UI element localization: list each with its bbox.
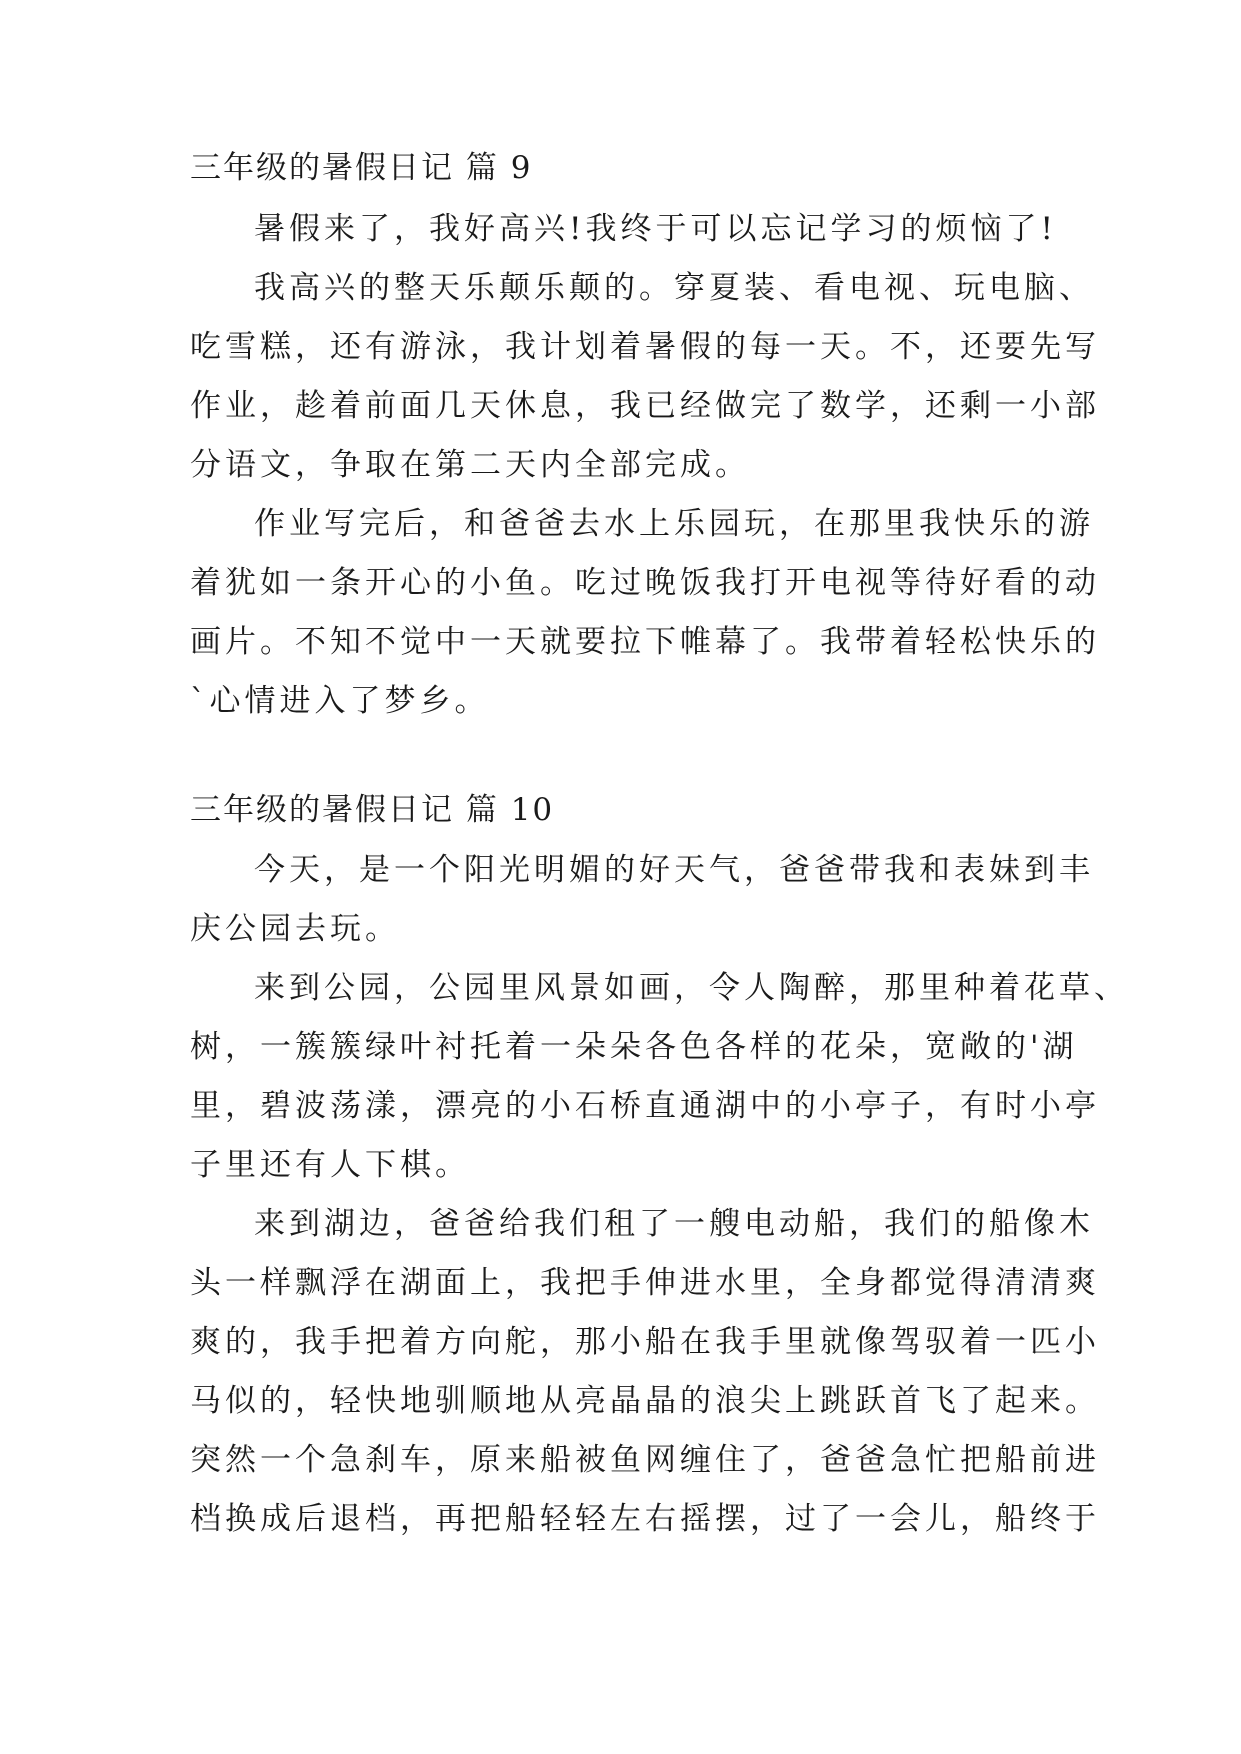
paragraph-line: 暑假来了，我好高兴!我终于可以忘记学习的烦恼了! [254, 211, 1057, 247]
paragraph-line: 里，碧波荡漾，漂亮的小石桥直通湖中的小亭子，有时小亭 [190, 1088, 1100, 1124]
section-10-heading: 三年级的暑假日记 篇 10 [190, 792, 555, 828]
paragraph-line: 树，一簇簇绿叶衬托着一朵朵各色各样的花朵，宽敞的'湖 [190, 1029, 1078, 1065]
paragraph-line: 马似的，轻快地驯顺地从亮晶晶的浪尖上跳跃首飞了起来。 [190, 1383, 1100, 1419]
paragraph-line: 庆公园去玩。 [190, 911, 400, 947]
paragraph-line: 档换成后退档，再把船轻轻左右摇摆，过了一会儿，船终于 [190, 1501, 1100, 1537]
paragraph-line: `心情进入了梦乡。 [190, 683, 490, 719]
paragraph-line: 来到湖边，爸爸给我们租了一艘电动船，我们的船像木 [254, 1206, 1094, 1242]
paragraph-line: 作业写完后，和爸爸去水上乐园玩，在那里我快乐的游 [254, 506, 1094, 542]
paragraph-line: 吃雪糕，还有游泳，我计划着暑假的每一天。不，还要先写 [190, 329, 1100, 365]
paragraph-line: 分语文，争取在第二天内全部完成。 [190, 447, 750, 483]
paragraph-line: 突然一个急刹车，原来船被鱼网缠住了，爸爸急忙把船前进 [190, 1442, 1100, 1478]
paragraph-line: 来到公园，公园里风景如画，令人陶醉，那里种着花草、 [254, 970, 1129, 1006]
paragraph-line: 爽的，我手把着方向舵，那小船在我手里就像驾驭着一匹小 [190, 1324, 1100, 1360]
section-9-heading: 三年级的暑假日记 篇 9 [190, 150, 533, 186]
paragraph-line: 子里还有人下棋。 [190, 1147, 470, 1183]
paragraph-line: 画片。不知不觉中一天就要拉下帷幕了。我带着轻松快乐的 [190, 624, 1100, 660]
paragraph-line: 今天，是一个阳光明媚的好天气，爸爸带我和表妹到丰 [254, 852, 1094, 888]
paragraph-line: 我高兴的整天乐颠乐颠的。穿夏装、看电视、玩电脑、 [254, 270, 1094, 306]
paragraph-line: 头一样飘浮在湖面上，我把手伸进水里，全身都觉得清清爽 [190, 1265, 1100, 1301]
paragraph-line: 作业，趁着前面几天休息，我已经做完了数学，还剩一小部 [190, 388, 1100, 424]
paragraph-line: 着犹如一条开心的小鱼。吃过晚饭我打开电视等待好看的动 [190, 565, 1100, 601]
